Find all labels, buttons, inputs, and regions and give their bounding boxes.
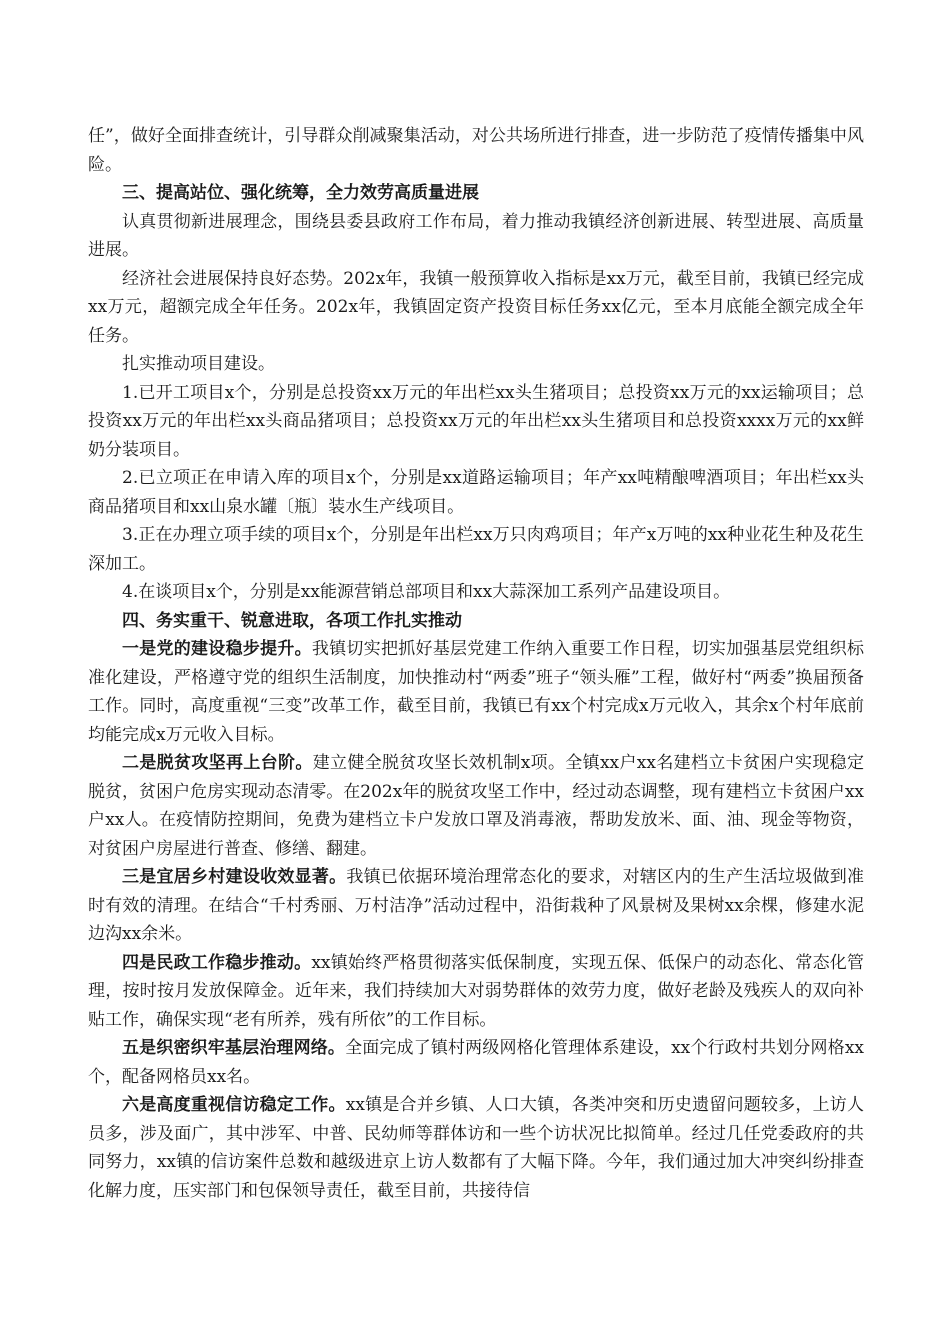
paragraph-lead: 五是织密织牢基层治理网络。 (122, 1038, 346, 1058)
paragraph-text: 任”，做好全面排查统计，引导群众削减聚集活动，对公共场所进行排查，进一步防范了疫情传播集中风险。 (88, 126, 864, 175)
paragraph (88, 350, 864, 379)
paragraph (88, 265, 864, 351)
paragraph (88, 1034, 864, 1091)
paragraph (88, 122, 864, 179)
paragraph-lead: 二是脱贫攻坚再上台阶。 (122, 753, 313, 773)
paragraph (88, 578, 864, 607)
paragraph-text: 认真贯彻新进展理念，围绕县委县政府工作布局，着力推动我镇经济创新进展、转型进展、高质量进展。 (88, 211, 864, 260)
paragraph (88, 635, 864, 749)
paragraph-text: 全面完成了镇村两级网格化管理体系建设，xx个行政村共划分网格xx个，配备网格员xx名。 (88, 1038, 864, 1087)
paragraph-lead: 一是党的建设稳步提升。 (122, 639, 312, 659)
paragraph (88, 863, 864, 949)
paragraph (88, 379, 864, 465)
paragraph-text: 1.已开工项目x个，分别是总投资xx万元的年出栏xx头生猪项目；总投资xx万元的xx运输项目；总投资xx万元的年出栏xx头商品猪项目；总投资xx万元的年出栏xx头生猪项目和总投资xxxx万元的xx鲜奶分装项目。 (88, 382, 864, 460)
paragraph (88, 464, 864, 521)
paragraph-text: 4.在谈项目x个，分别是xx能源营销总部项目和xx大蒜深加工系列产品建设项目。 (122, 582, 731, 602)
paragraph-text: 四、务实重干、锐意进取，各项工作扎实推动 (122, 610, 462, 631)
paragraph-lead: 六是高度重视信访稳定工作。 (122, 1095, 346, 1115)
paragraph (88, 208, 864, 265)
document-body (88, 122, 864, 1205)
paragraph-lead: 四是民政工作稳步推动。 (122, 952, 312, 973)
section-heading (88, 607, 864, 636)
paragraph-text: 扎实推动项目建设。 (122, 354, 275, 374)
paragraph-lead: 三是宜居乡村建设收效显著。 (122, 867, 347, 887)
paragraph-text: 经济社会进展保持良好态势。202x年，我镇一般预算收入指标是xx万元，截至目前，我镇已经完成xx万元，超额完成全年任务。202x年，我镇固定资产投资目标任务xx亿元，至本月底能全额完成全年任务。 (88, 268, 864, 346)
section-heading (88, 179, 864, 208)
paragraph (88, 749, 864, 863)
paragraph-text: 我镇已依据环境治理常态化的要求，对辖区内的生产生活垃圾做到准时有效的清理。在结合“千村秀丽、万村洁净”活动过程中，沿街栽种了风景树及果树xx余棵，修建水泥边沟xx余米。 (88, 867, 865, 944)
paragraph-text: xx镇始终严格贯彻落实低保制度，实现五保、低保户的动态化、常态化管理，按时按月发放保障金。近年来，我们持续加大对弱势群体的效劳力度，做好老龄及残疾人的双向补贴工作，确保实现“老有所养，残有所依”的工作目标。 (88, 952, 864, 1030)
paragraph (88, 1091, 864, 1205)
paragraph (88, 949, 864, 1035)
paragraph-text: 建立健全脱贫攻坚长效机制x项。全镇xx户xx名建档立卡贫困户实现稳定脱贫，贫困户危房实现动态清零。在202x年的脱贫攻坚工作中，经过动态调整，现有建档立卡贫困户xx户xx人。在疫情防控期间，免费为建档立卡户发放口罩及消毒液，帮助发放米、面、油、现金等物资，对贫困户房屋进行普查、修缮、翻建。 (88, 753, 865, 859)
paragraph-text: 我镇切实把抓好基层党建工作纳入重要工作日程，切实加强基层党组织标准化建设，严格遵守党的组织生活制度，加快推动村“两委”班子“领头雁”工程，做好村“两委”换届预备工作。同时，高度重视“三变”改革工作，截至目前，我镇已有xx个村完成x万元收入，其余x个村年底前均能完成x万元收入目标。 (88, 639, 865, 745)
paragraph-text: 2.已立项正在申请入库的项目x个，分别是xx道路运输项目；年产xx吨精酿啤酒项目；年出栏xx头商品猪项目和xx山泉水罐〔瓶〕装水生产线项目。 (88, 468, 864, 517)
paragraph-text: xx镇是合并乡镇、人口大镇，各类冲突和历史遗留问题较多，上访人员多，涉及面广，其中涉军、中普、民幼师等群体访和一些个访状况比拟简单。经过几任党委政府的共同努力，xx镇的信访案件总数和越级进京上访人数都有了大幅下降。今年，我们通过加大冲突纠纷排查化解力度，压实部门和包保领导责任，截至目前，共接待信 (88, 1095, 864, 1201)
paragraph (88, 521, 864, 578)
paragraph-text: 3.正在办理立项手续的项目x个，分别是年出栏xx万只肉鸡项目；年产x万吨的xx种业花生种及花生深加工。 (88, 525, 864, 574)
paragraph-text: 三、提高站位、强化统筹，全力效劳高质量进展 (122, 183, 479, 203)
